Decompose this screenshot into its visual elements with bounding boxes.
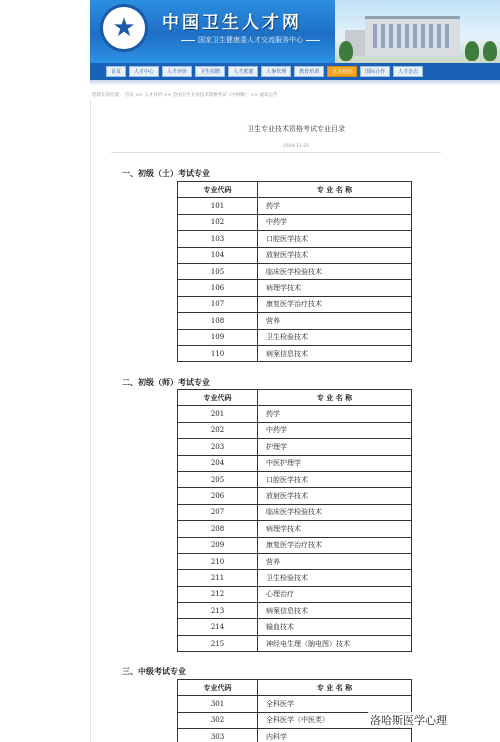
site-subtitle: 国家卫生健康委人才交流服务中心 (178, 35, 323, 45)
specialty-code: 106 (178, 280, 258, 296)
specialty-code: 202 (178, 422, 258, 438)
document-title: 卫生专业技术资格考试专业目录 (247, 125, 345, 133)
nav-item[interactable]: 首页 (106, 66, 126, 77)
breadcrumb: 您现在的位置： 首页 >> 人才评价 >> 全国卫生专业技术资格考试（中初级） >> 通知公告 (92, 93, 278, 98)
specialty-name: 放射医学技术 (258, 247, 412, 263)
specialty-code: 103 (178, 231, 258, 247)
divider (111, 152, 441, 153)
table-row (178, 521, 412, 537)
table-row (178, 313, 412, 329)
nav-item[interactable]: 教育培训 (294, 66, 324, 77)
table-row (178, 537, 412, 553)
table-row (178, 455, 412, 471)
specialty-code: 109 (178, 329, 258, 345)
section-title: 三、中级考试专业 (122, 666, 186, 676)
specialty-name: 营养 (258, 553, 412, 569)
table-row (178, 729, 412, 742)
specialty-table (177, 679, 412, 742)
header-code: 专业代码 (178, 182, 258, 198)
nav-item[interactable]: 人才派遣 (228, 66, 258, 77)
specialty-name: 卫生检验技术 (258, 329, 412, 345)
specialty-name: 输血技术 (258, 619, 412, 635)
specialty-code: 209 (178, 537, 258, 553)
specialty-name: 口腔医学技术 (258, 471, 412, 487)
specialty-name: 营养 (258, 313, 412, 329)
specialty-name: 全科医学（中医类） (258, 712, 412, 728)
star-icon: ★ (112, 13, 136, 43)
nav-item[interactable]: 人才评价 (162, 66, 192, 77)
table-header-row (178, 182, 412, 198)
specialty-name: 神经电生理（脑电图）技术 (258, 635, 412, 651)
specialty-name: 临床医学检验技术 (258, 504, 412, 520)
table-row (178, 231, 412, 247)
specialty-code: 105 (178, 263, 258, 279)
specialty-name: 病案信息技术 (258, 345, 412, 361)
table-header-row (178, 390, 412, 406)
specialty-name: 中药学 (258, 214, 412, 230)
specialty-code: 208 (178, 521, 258, 537)
table-row (178, 488, 412, 504)
specialty-code: 204 (178, 455, 258, 471)
nav-item[interactable]: 国际合作 (360, 66, 390, 77)
main-nav (90, 63, 500, 80)
table-header-row (178, 680, 412, 696)
specialty-code: 107 (178, 296, 258, 312)
table-row (178, 422, 412, 438)
table-row (178, 471, 412, 487)
table-row (178, 504, 412, 520)
specialty-name: 内科学 (258, 729, 412, 742)
site-logo[interactable] (100, 4, 148, 52)
banner-building-image (335, 0, 500, 63)
table-row (178, 586, 412, 602)
specialty-code: 211 (178, 570, 258, 586)
table-row (178, 570, 412, 586)
specialty-name: 康复医学治疗技术 (258, 296, 412, 312)
specialty-table (177, 389, 412, 652)
table-row (178, 345, 412, 361)
table-row (178, 214, 412, 230)
header-name: 专 业 名 称 (258, 390, 412, 406)
specialty-code: 215 (178, 635, 258, 651)
specialty-name: 中药学 (258, 422, 412, 438)
specialty-code: 203 (178, 439, 258, 455)
specialty-name: 康复医学治疗技术 (258, 537, 412, 553)
table-row (178, 280, 412, 296)
specialty-code: 102 (178, 214, 258, 230)
specialty-code: 207 (178, 504, 258, 520)
specialty-code: 104 (178, 247, 258, 263)
watermark-text: 洛哈斯医学心理 (370, 714, 447, 727)
header-code: 专业代码 (178, 390, 258, 406)
specialty-code: 303 (178, 729, 258, 742)
specialty-code: 101 (178, 198, 258, 214)
specialty-code: 108 (178, 313, 258, 329)
specialty-name: 卫生检验技术 (258, 570, 412, 586)
table-row (178, 263, 412, 279)
section-title: 二、初级（师）考试专业 (122, 377, 210, 387)
nav-item[interactable]: 卫生招聘 (195, 66, 225, 77)
specialty-code: 210 (178, 553, 258, 569)
specialty-code: 206 (178, 488, 258, 504)
specialty-name: 口腔医学技术 (258, 231, 412, 247)
table-row (178, 198, 412, 214)
nav-item[interactable]: 人才研究 (327, 66, 357, 77)
header-name: 专 业 名 称 (258, 182, 412, 198)
table-row (178, 603, 412, 619)
specialty-name: 药学 (258, 406, 412, 422)
table-row (178, 696, 412, 712)
table-row (178, 406, 412, 422)
specialty-code: 302 (178, 712, 258, 728)
specialty-name: 放射医学技术 (258, 488, 412, 504)
section-title: 一、初级（士）考试专业 (122, 168, 210, 178)
specialty-name: 药学 (258, 198, 412, 214)
table-row (178, 329, 412, 345)
site-banner (90, 0, 500, 63)
specialty-table (177, 181, 412, 362)
specialty-name: 病案信息技术 (258, 603, 412, 619)
site-title[interactable]: 中国卫生人才网 (162, 13, 302, 33)
specialty-code: 301 (178, 696, 258, 712)
table-row (178, 296, 412, 312)
specialty-code: 212 (178, 586, 258, 602)
specialty-name: 临床医学检验技术 (258, 263, 412, 279)
table-row (178, 635, 412, 651)
specialty-name: 病理学技术 (258, 280, 412, 296)
nav-item[interactable]: 人才中心 (129, 66, 159, 77)
table-row (178, 439, 412, 455)
specialty-name: 护理学 (258, 439, 412, 455)
specialty-name: 全科医学 (258, 696, 412, 712)
header-code: 专业代码 (178, 680, 258, 696)
specialty-code: 214 (178, 619, 258, 635)
specialty-name: 中医护理学 (258, 455, 412, 471)
specialty-code: 201 (178, 406, 258, 422)
specialty-code: 110 (178, 345, 258, 361)
specialty-code: 205 (178, 471, 258, 487)
header-name: 专 业 名 称 (258, 680, 412, 696)
nav-item[interactable]: 人事代理 (261, 66, 291, 77)
table-row (178, 247, 412, 263)
table-row (178, 553, 412, 569)
specialty-name: 病理学技术 (258, 521, 412, 537)
document-date: 2020-12-25 (282, 144, 310, 149)
nav-item[interactable]: 人才杂志 (393, 66, 423, 77)
table-row (178, 619, 412, 635)
specialty-name: 心理治疗 (258, 586, 412, 602)
specialty-code: 213 (178, 603, 258, 619)
